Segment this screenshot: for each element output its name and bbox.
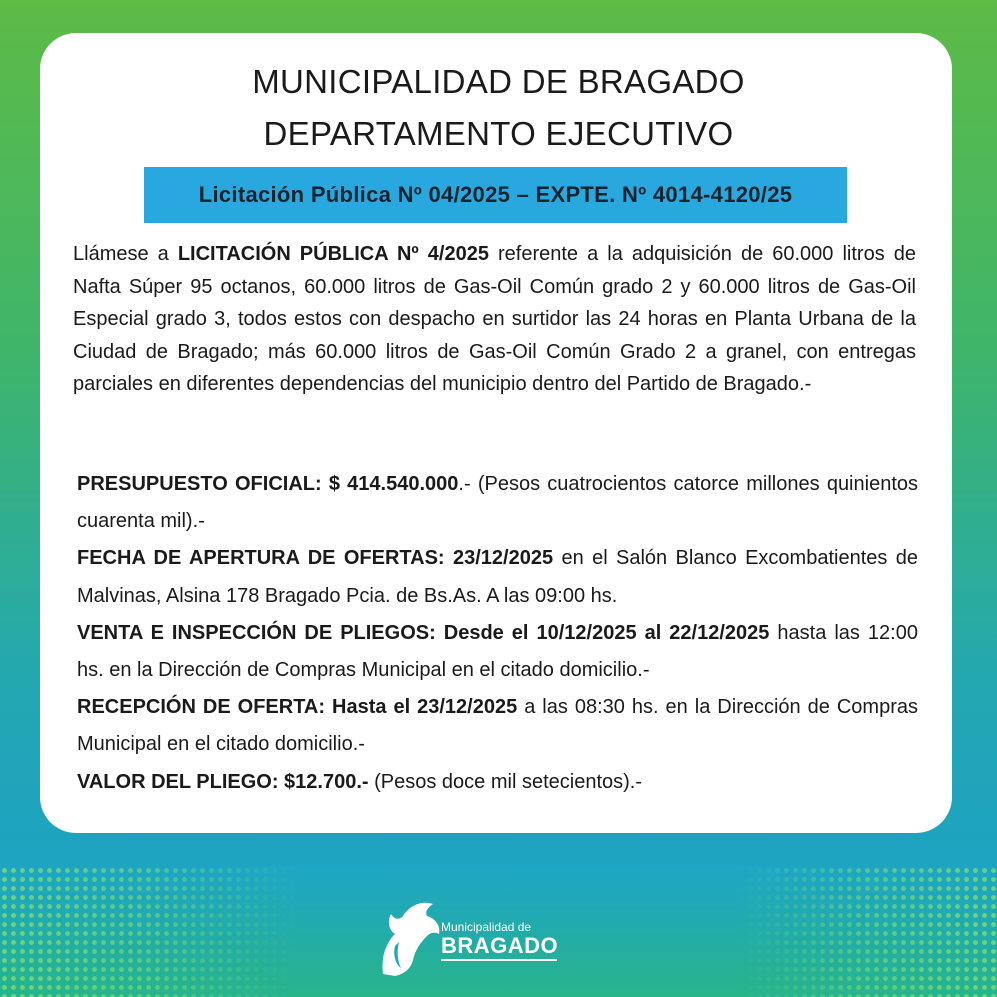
intro-paragraph (73, 238, 916, 401)
detail-price (77, 764, 918, 801)
detail-budget (77, 466, 918, 540)
detail-text: (Pesos doce mil setecientos).- (368, 770, 642, 793)
logo-big-text: BRAGADO (441, 933, 559, 958)
tender-banner-text: Licitación Pública Nº 04/2025 – EXPTE. Nº 4014-4120/25 (198, 182, 793, 207)
detail-label: PRESUPUESTO OFICIAL: $ 414.540.000 (77, 473, 459, 495)
intro-bold: LICITACIÓN PÚBLICA Nº 4/2025 (177, 243, 489, 265)
tender-details (77, 466, 918, 801)
detail-reception (77, 689, 918, 763)
detail-text: en el Salón Blanco Excombatientes de Malvinas, Alsina 178 Bragado Pcia. de Bs.As. A las 09:00 hs. (77, 547, 919, 607)
intro-pre: Llámese a (73, 243, 178, 265)
detail-text: a las 08:30 hs. en la Dirección de Compras Municipal en el citado domicilio.- (77, 696, 918, 756)
horse-head-icon (375, 898, 445, 978)
detail-text: hasta las 12:00 hs. en la Dirección de Compras Municipal en el citado domicilio.- (77, 621, 918, 682)
detail-label: RECEPCIÓN DE OFERTA: Hasta el 23/12/2025 (77, 696, 518, 719)
department-title: DEPARTAMENTO EJECUTIVO (263, 115, 734, 152)
logo-small-text: Municipalidad de (441, 920, 532, 934)
logo-underline (441, 959, 557, 961)
detail-label: VENTA E INSPECCIÓN DE PLIEGOS: Desde el 10/12/2025 al 22/12/2025 (77, 621, 770, 644)
tender-banner (144, 167, 847, 223)
detail-text: .- (Pesos cuatrocientos catorce millones quinientos cuarenta mil).- (77, 473, 918, 533)
municipality-logo (375, 898, 565, 978)
municipality-title: MUNICIPALIDAD DE BRAGADO (252, 63, 745, 100)
detail-sale-inspection (77, 615, 918, 689)
detail-label: VALOR DEL PLIEGO: $12.700.- (77, 770, 369, 793)
intro-post: referente a la adquisición de 60.000 litros de Nafta Súper 95 octanos, 60.000 litros de Gas-Oil Común grado 2 y 60.000 litros de Gas-Oil Especial grado 3, todos estos con despacho en surtidor las 24 horas en Planta Urbana de la Ciudad de Bragado; más 60.000 litros de Gas-Oil Común Grado 2 a granel, con entregas parciales en diferentes dependencias del municipio dentro del Partido de Bragado.- (73, 243, 916, 395)
detail-opening-date (77, 540, 918, 614)
halftone-pattern-left (0, 866, 300, 997)
detail-label: FECHA DE APERTURA DE OFERTAS: 23/12/2025 (77, 547, 554, 570)
halftone-pattern-right (737, 866, 997, 997)
